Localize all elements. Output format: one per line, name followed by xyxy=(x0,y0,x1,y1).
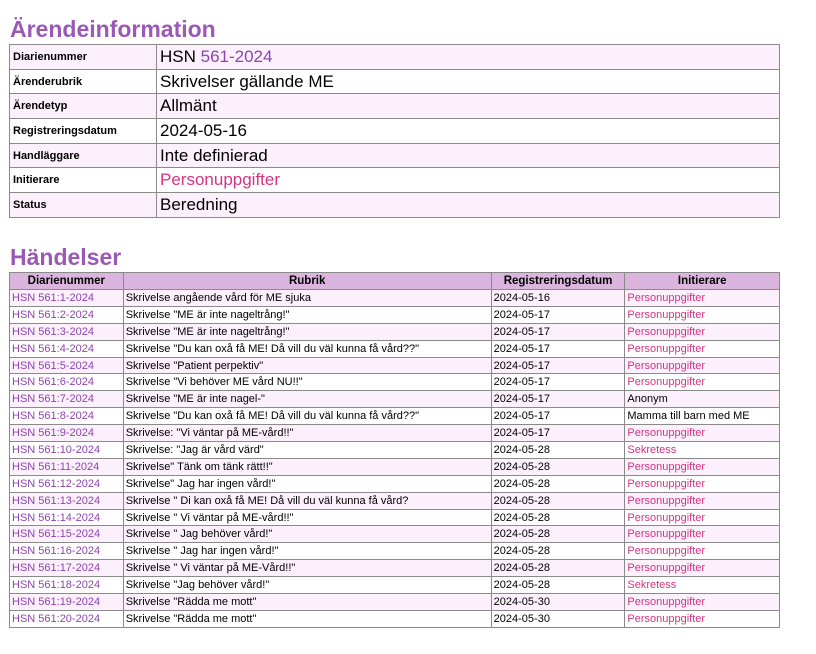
cell-rubrik: Skrivelse: "Jag är vård värd" xyxy=(123,442,491,459)
cell-rubrik: Skrivelse " Jag har ingen vård!" xyxy=(123,543,491,560)
table-row xyxy=(10,408,780,425)
cell-registreringsdatum: 2024-05-28 xyxy=(491,458,625,475)
cell-rubrik: Skrivelse "Du kan oxå få ME! Då vill du väl kunna få vård??" xyxy=(123,408,491,425)
cell-initierare: Anonym xyxy=(625,391,780,408)
info-value xyxy=(157,45,780,70)
cell-diarienummer xyxy=(10,306,124,323)
cell-registreringsdatum: 2024-05-30 xyxy=(491,594,625,611)
cell-initierare: Personuppgifter xyxy=(625,357,780,374)
table-row xyxy=(10,425,780,442)
cell-rubrik: Skrivelse" Jag har ingen vård!" xyxy=(123,475,491,492)
cell-initierare: Personuppgifter xyxy=(625,374,780,391)
event-link[interactable]: HSN 561:9-2024 xyxy=(12,427,94,440)
event-link[interactable]: HSN 561:8-2024 xyxy=(12,410,94,423)
cell-initierare: Sekretess xyxy=(625,577,780,594)
cell-diarienummer xyxy=(10,509,124,526)
cell-rubrik: Skrivelse" Tänk om tänk rätt!!" xyxy=(123,458,491,475)
info-row-arenderubrik xyxy=(10,69,780,94)
cell-diarienummer xyxy=(10,526,124,543)
event-link[interactable]: HSN 561:11-2024 xyxy=(12,460,100,473)
cell-rubrik: Skrivelse "Jag behöver vård!" xyxy=(123,577,491,594)
cell-diarienummer xyxy=(10,543,124,560)
cell-initierare: Personuppgifter xyxy=(625,560,780,577)
info-row-registreringsdatum xyxy=(10,119,780,144)
cell-diarienummer xyxy=(10,374,124,391)
info-value: 2024-05-16 xyxy=(157,119,780,144)
cell-rubrik: Skrivelse "ME är inte nageltrång!" xyxy=(123,323,491,340)
info-value: Inte definierad xyxy=(157,143,780,168)
cell-registreringsdatum: 2024-05-28 xyxy=(491,442,625,459)
cell-rubrik: Skrivelse "Rädda me mott" xyxy=(123,610,491,627)
info-label: Initierare xyxy=(10,168,157,193)
cell-diarienummer xyxy=(10,290,124,307)
table-row xyxy=(10,509,780,526)
table-row xyxy=(10,526,780,543)
table-row xyxy=(10,374,780,391)
info-value: Beredning xyxy=(157,193,780,218)
cell-rubrik: Skrivelse " Vi väntar på ME-Vård!!" xyxy=(123,560,491,577)
event-link[interactable]: HSN 561:16-2024 xyxy=(12,545,101,558)
cell-registreringsdatum: 2024-05-28 xyxy=(491,509,625,526)
cell-initierare: Personuppgifter xyxy=(625,323,780,340)
cell-diarienummer xyxy=(10,577,124,594)
cell-registreringsdatum: 2024-05-28 xyxy=(491,492,625,509)
table-row xyxy=(10,475,780,492)
info-label: Registreringsdatum xyxy=(10,119,157,144)
cell-diarienummer xyxy=(10,458,124,475)
info-label: Diarienummer xyxy=(10,45,157,70)
table-row xyxy=(10,458,780,475)
table-row xyxy=(10,323,780,340)
cell-registreringsdatum: 2024-05-28 xyxy=(491,577,625,594)
table-row xyxy=(10,391,780,408)
table-row xyxy=(10,577,780,594)
cell-registreringsdatum: 2024-05-17 xyxy=(491,340,625,357)
event-link[interactable]: HSN 561:19-2024 xyxy=(12,595,101,608)
events-title: Händelser xyxy=(10,244,122,270)
cell-diarienummer xyxy=(10,425,124,442)
table-row xyxy=(10,306,780,323)
cell-registreringsdatum: 2024-05-17 xyxy=(491,408,625,425)
info-row-diarienummer xyxy=(10,45,780,70)
cell-rubrik: Skrivelse " Jag behöver vård!" xyxy=(123,526,491,543)
info-value: Personuppgifter xyxy=(157,168,780,193)
cell-rubrik: Skrivelse "Vi behöver ME vård NU!!" xyxy=(123,374,491,391)
case-number-value: 561-2024 xyxy=(200,46,273,66)
table-row xyxy=(10,357,780,374)
cell-diarienummer xyxy=(10,408,124,425)
cell-initierare: Personuppgifter xyxy=(625,425,780,442)
cell-diarienummer xyxy=(10,594,124,611)
cell-registreringsdatum: 2024-05-28 xyxy=(491,560,625,577)
event-link[interactable]: HSN 561:4-2024 xyxy=(12,342,94,355)
info-row-handlaggare xyxy=(10,143,780,168)
cell-initierare: Mamma till barn med ME xyxy=(625,408,780,425)
event-link[interactable]: HSN 561:6-2024 xyxy=(12,376,94,389)
cell-registreringsdatum: 2024-05-17 xyxy=(491,357,625,374)
cell-diarienummer xyxy=(10,442,124,459)
cell-initierare: Personuppgifter xyxy=(625,290,780,307)
cell-initierare: Personuppgifter xyxy=(625,594,780,611)
cell-rubrik: Skrivelse angående vård för ME sjuka xyxy=(123,290,491,307)
info-row-status xyxy=(10,193,780,218)
cell-initierare: Personuppgifter xyxy=(625,492,780,509)
table-row xyxy=(10,492,780,509)
cell-diarienummer xyxy=(10,492,124,509)
table-row xyxy=(10,543,780,560)
cell-registreringsdatum: 2024-05-17 xyxy=(491,306,625,323)
cell-rubrik: Skrivelse: "Vi väntar på ME-vård!!" xyxy=(123,425,491,442)
cell-rubrik: Skrivelse "Du kan oxå få ME! Då vill du väl kunna få vård??" xyxy=(123,340,491,357)
info-label: Status xyxy=(10,193,157,218)
event-link[interactable]: HSN 561:5-2024 xyxy=(12,359,94,372)
column-header-registreringsdatum: Registreringsdatum xyxy=(491,273,625,290)
info-label: Ärendetyp xyxy=(10,94,157,119)
cell-registreringsdatum: 2024-05-28 xyxy=(491,526,625,543)
cell-registreringsdatum: 2024-05-28 xyxy=(491,475,625,492)
event-link[interactable]: HSN 561:7-2024 xyxy=(12,393,94,406)
cell-registreringsdatum: 2024-05-17 xyxy=(491,374,625,391)
info-label: Handläggare xyxy=(10,143,157,168)
cell-diarienummer xyxy=(10,610,124,627)
cell-initierare: Sekretess xyxy=(625,442,780,459)
cell-initierare: Personuppgifter xyxy=(625,509,780,526)
event-link[interactable]: HSN 561:20-2024 xyxy=(12,612,101,625)
info-row-initierare xyxy=(10,168,780,193)
cell-diarienummer xyxy=(10,357,124,374)
cell-initierare: Personuppgifter xyxy=(625,340,780,357)
cell-diarienummer xyxy=(10,560,124,577)
event-link[interactable]: HSN 561:13-2024 xyxy=(12,494,101,507)
event-link[interactable]: HSN 561:15-2024 xyxy=(12,528,101,541)
event-link[interactable]: HSN 561:2-2024 xyxy=(12,308,94,321)
column-header-diarienummer: Diarienummer xyxy=(10,273,124,290)
table-row xyxy=(10,340,780,357)
table-row xyxy=(10,560,780,577)
info-value: Skrivelser gällande ME xyxy=(157,69,780,94)
events-table xyxy=(9,272,780,628)
cell-initierare: Personuppgifter xyxy=(625,526,780,543)
cell-diarienummer xyxy=(10,323,124,340)
cell-rubrik: Skrivelse "ME är inte nagel-" xyxy=(123,391,491,408)
event-link[interactable]: HSN 561:12-2024 xyxy=(12,477,101,490)
info-title: Ärendeinformation xyxy=(10,16,216,42)
events-header-row xyxy=(10,273,780,290)
cell-diarienummer xyxy=(10,391,124,408)
cell-diarienummer xyxy=(10,340,124,357)
cell-rubrik: Skrivelse "Rädda me mott" xyxy=(123,594,491,611)
cell-registreringsdatum: 2024-05-28 xyxy=(491,543,625,560)
table-row xyxy=(10,594,780,611)
event-link[interactable]: HSN 561:3-2024 xyxy=(12,325,94,338)
cell-initierare: Personuppgifter xyxy=(625,610,780,627)
cell-rubrik: Skrivelse " Vi väntar på ME-vård!!" xyxy=(123,509,491,526)
cell-initierare: Personuppgifter xyxy=(625,458,780,475)
event-link[interactable]: HSN 561:10-2024 xyxy=(12,443,101,456)
table-row xyxy=(10,290,780,307)
cell-rubrik: Skrivelse "Patient perpektiv" xyxy=(123,357,491,374)
cell-initierare: Personuppgifter xyxy=(625,543,780,560)
case-info-table xyxy=(9,44,780,218)
info-label: Ärenderubrik xyxy=(10,69,157,94)
column-header-rubrik: Rubrik xyxy=(123,273,491,290)
cell-initierare: Personuppgifter xyxy=(625,306,780,323)
info-row-arendetyp xyxy=(10,94,780,119)
cell-diarienummer xyxy=(10,475,124,492)
cell-registreringsdatum: 2024-05-17 xyxy=(491,323,625,340)
event-link[interactable]: HSN 561:1-2024 xyxy=(12,291,94,304)
event-link[interactable]: HSN 561:18-2024 xyxy=(12,579,101,592)
info-value: Allmänt xyxy=(157,94,780,119)
cell-rubrik: Skrivelse "ME är inte nageltrång!" xyxy=(123,306,491,323)
table-row xyxy=(10,442,780,459)
cell-rubrik: Skrivelse " Di kan oxå få ME! Då vill du väl kunna få vård? xyxy=(123,492,491,509)
cell-registreringsdatum: 2024-05-30 xyxy=(491,610,625,627)
cell-registreringsdatum: 2024-05-16 xyxy=(491,290,625,307)
cell-registreringsdatum: 2024-05-17 xyxy=(491,391,625,408)
column-header-initierare: Initierare xyxy=(625,273,780,290)
event-link[interactable]: HSN 561:14-2024 xyxy=(12,511,101,524)
cell-registreringsdatum: 2024-05-17 xyxy=(491,425,625,442)
table-row xyxy=(10,610,780,627)
cell-initierare: Personuppgifter xyxy=(625,475,780,492)
event-link[interactable]: HSN 561:17-2024 xyxy=(12,562,101,575)
case-number-prefix: HSN xyxy=(160,46,201,66)
